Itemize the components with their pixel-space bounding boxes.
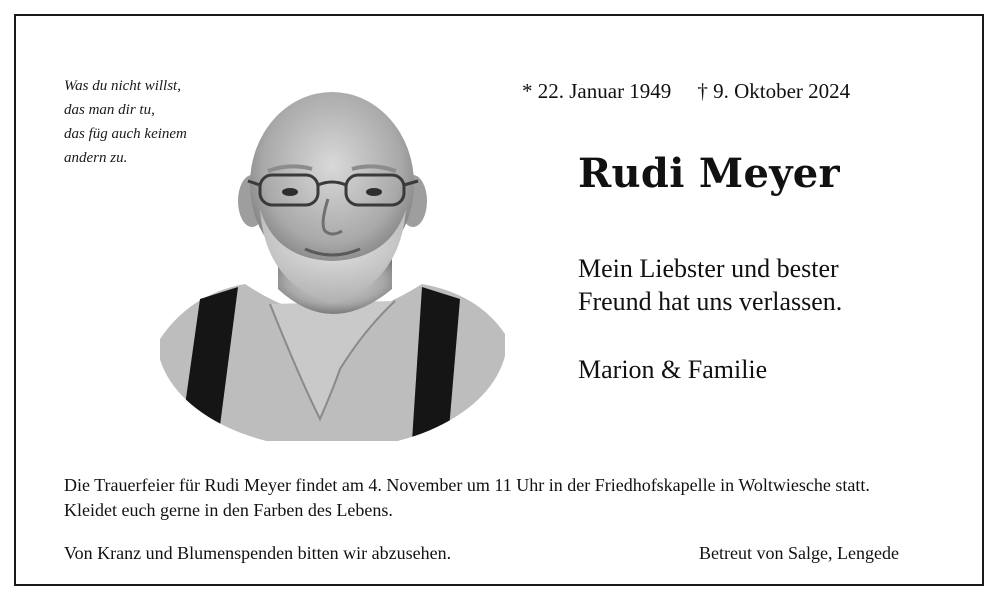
- quote-line: Was du nicht willst,: [64, 78, 181, 94]
- quote-line: andern zu.: [64, 150, 128, 166]
- ceremony-notice: Die Trauerfeier für Rudi Meyer findet am 4. November um 11 Uhr in der Friedhofskapelle in Woltwiesche statt. Kleidet euch gerne in den Farben des Lebens.: [64, 475, 870, 520]
- message-line: Freund hat uns verlassen.: [578, 287, 843, 316]
- birth-date: * 22. Januar 1949: [522, 79, 672, 103]
- message-line: Mein Liebster und bester: [578, 254, 839, 283]
- donation-note: Von Kranz und Blumenspenden bitten wir abzusehen.: [64, 543, 452, 563]
- quote-line: das füg auch keinem: [64, 126, 187, 142]
- quote-line: das man dir tu,: [64, 102, 155, 118]
- portrait-photo: [160, 89, 505, 441]
- life-dates: [522, 79, 850, 104]
- death-date: † 9. Oktober 2024: [697, 79, 851, 103]
- deceased-name: Rudi Meyer: [578, 150, 840, 197]
- signature: Marion & Familie: [578, 355, 768, 384]
- farewell-message: [578, 252, 842, 318]
- funeral-home-credit: Betreut von Salge, Lengede: [699, 543, 899, 563]
